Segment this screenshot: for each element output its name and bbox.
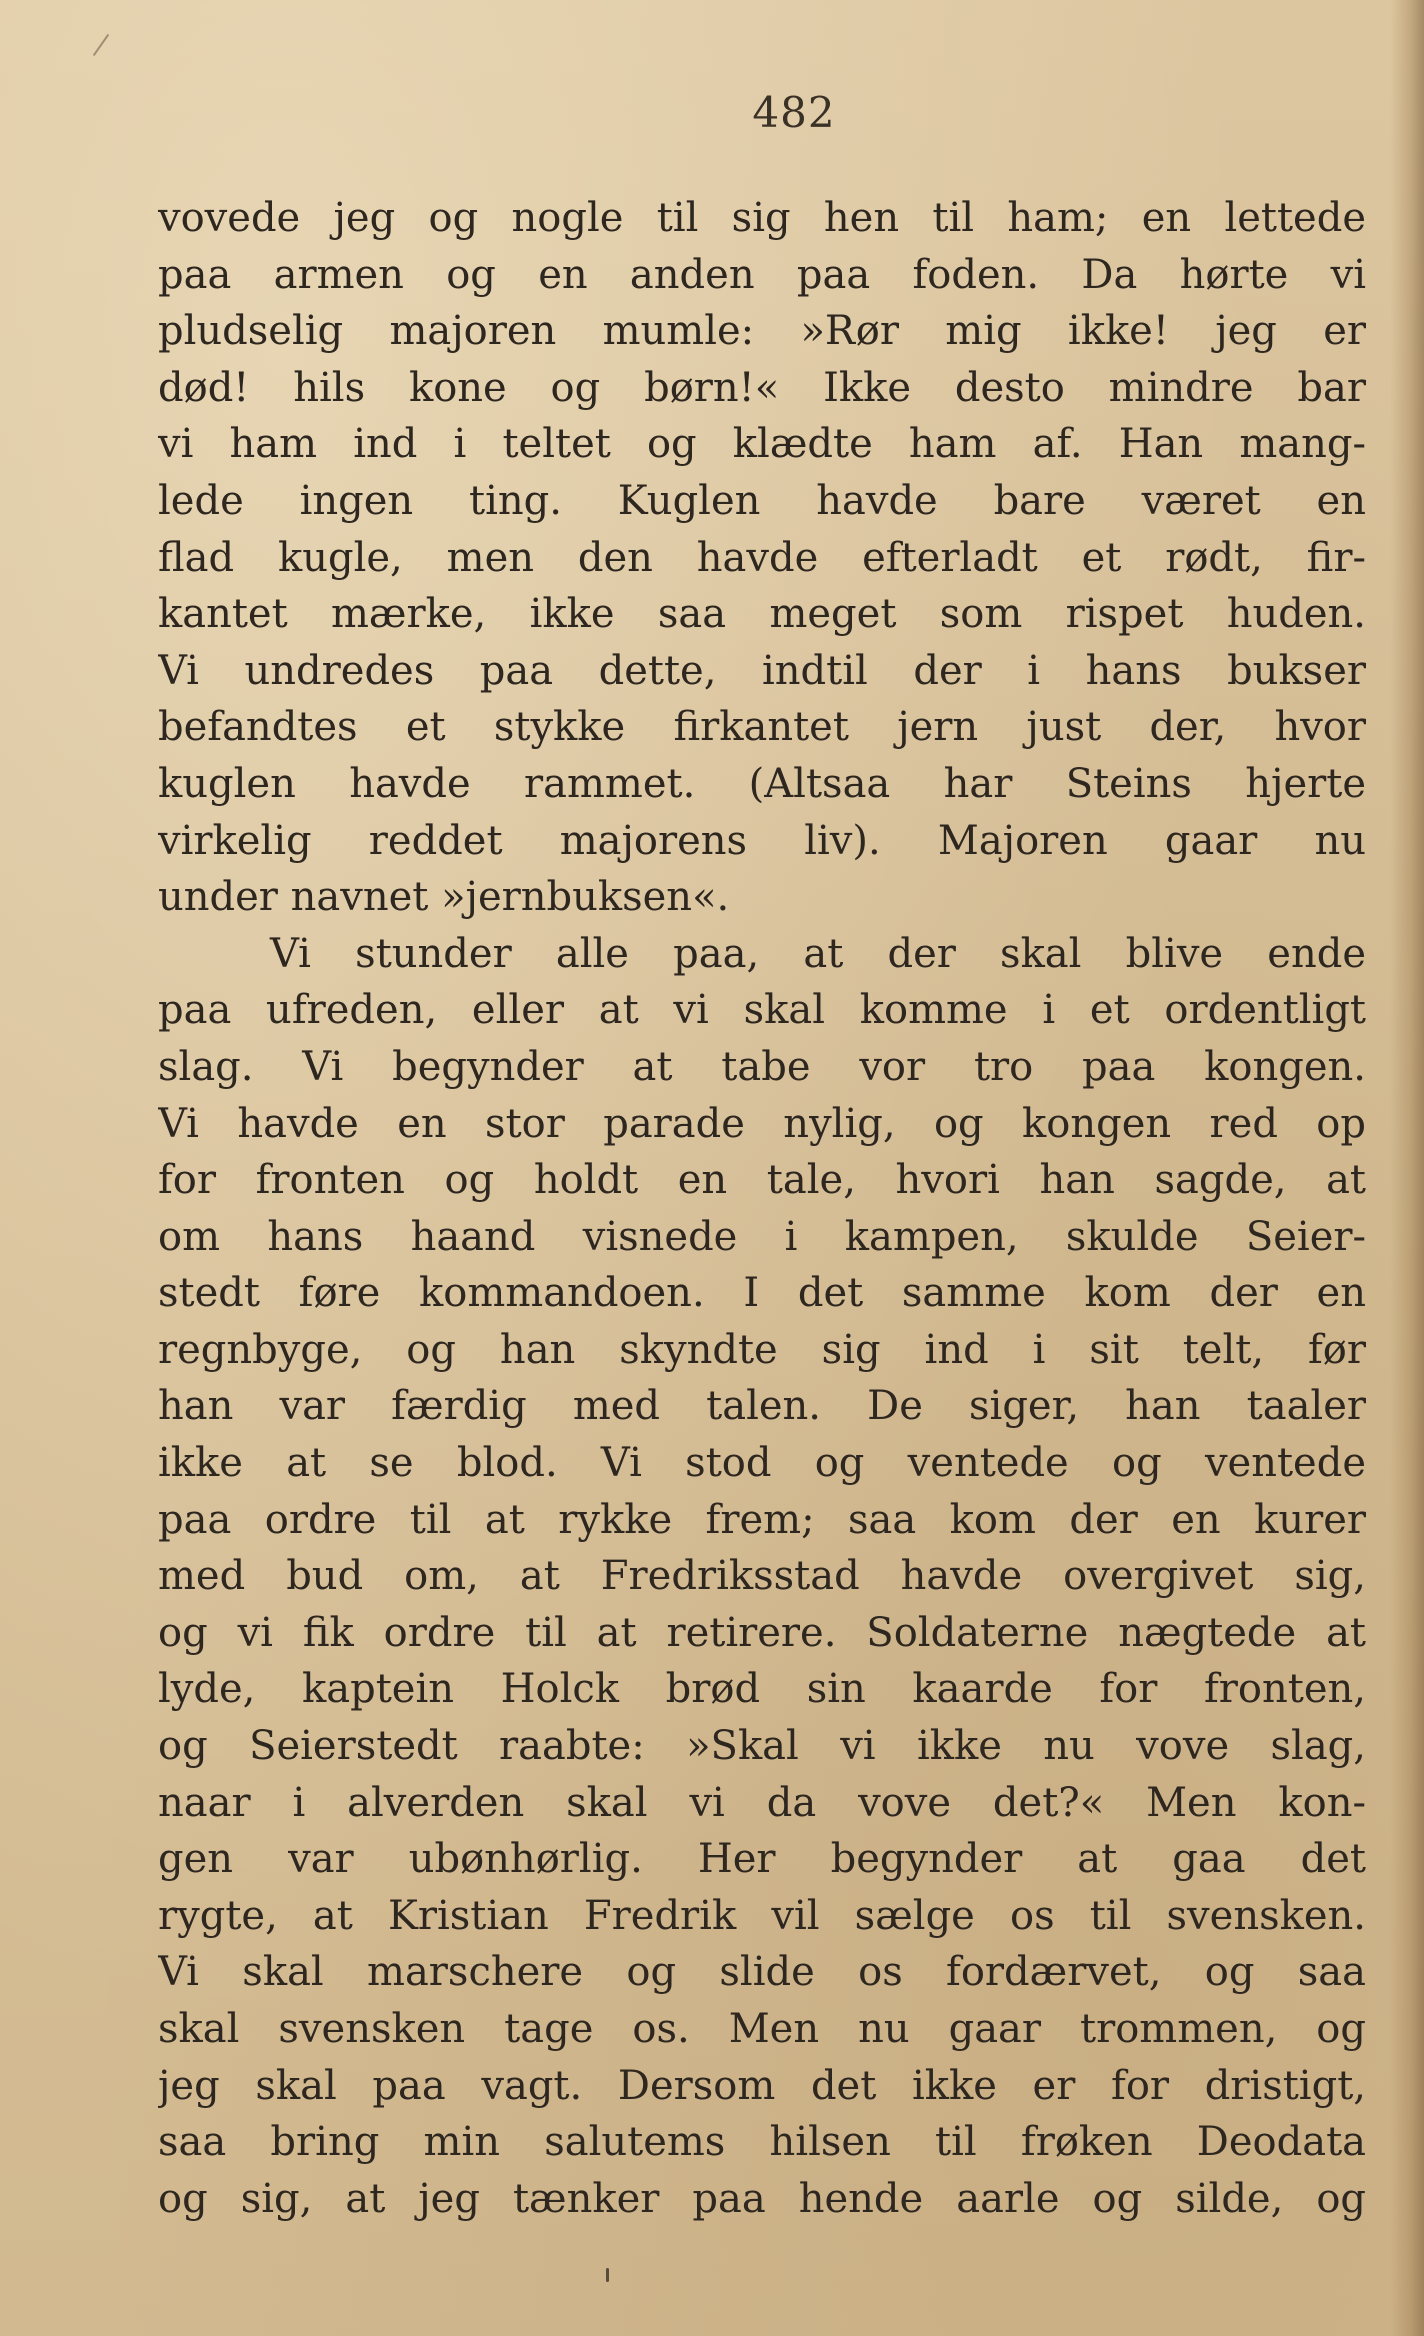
page-number: 482 xyxy=(752,88,836,137)
text-line: regnbyge, og han skyndte sig ind i sit telt, før xyxy=(158,1326,1366,1373)
text-line: under navnet »jernbuksen«. xyxy=(158,874,730,921)
text-line: flad kugle, men den havde efterladt et rødt, fir- xyxy=(158,534,1366,581)
text-line: død! hils kone og børn!« Ikke desto mindre bar xyxy=(158,364,1366,411)
text-line: paa ufreden, eller at vi skal komme i et ordentligt xyxy=(158,987,1366,1034)
text-line: skal svensken tage os. Men nu gaar trommen, og xyxy=(158,2006,1366,2052)
text-line: naar i alverden skal vi da vove det?« Men kon- xyxy=(158,1779,1366,1826)
text-line: og Seierstedt raabte: »Skal vi ikke nu vove slag, xyxy=(158,1723,1366,1770)
text-line: for fronten og holdt en tale, hvori han sagde, at xyxy=(158,1157,1366,1204)
text-line: lede ingen ting. Kuglen havde bare været en xyxy=(158,477,1366,524)
text-line: kantet mærke, ikke saa meget som rispet huden. xyxy=(158,591,1366,638)
text-line: han var færdig med talen. De siger, han taaler xyxy=(158,1383,1366,1430)
paper-speck xyxy=(93,34,110,56)
paper-speck xyxy=(606,2268,609,2282)
text-line: pludselig majoren mumle: »Rør mig ikke! jeg er xyxy=(158,308,1366,355)
text-line: virkelig reddet majorens liv). Majoren gaar nu xyxy=(158,817,1366,864)
text-line: Vi havde en stor parade nylig, og kongen red op xyxy=(158,1100,1366,1147)
text-line: befandtes et stykke firkantet jern just der, hvor xyxy=(158,704,1366,751)
text-line: om hans haand visnede i kampen, skulde Seier- xyxy=(158,1213,1366,1260)
text-line: ikke at se blod. Vi stod og ventede og ventede xyxy=(158,1440,1366,1487)
text-line: Vi undredes paa dette, indtil der i hans bukser xyxy=(158,647,1366,694)
text-line: lyde, kaptein Holck brød sin kaarde for fronten, xyxy=(158,1666,1366,1713)
text-line: vovede jeg og nogle til sig hen til ham; en lettede xyxy=(158,195,1366,241)
text-line: med bud om, at Fredriksstad havde overgivet sig, xyxy=(158,1553,1366,1600)
text-line: Vi skal marschere og slide os fordærvet, og saa xyxy=(158,1949,1366,1996)
text-line: Vi stunder alle paa, at der skal blive ende xyxy=(270,930,1366,977)
text-line: rygte, at Kristian Fredrik vil sælge os til svensken. xyxy=(158,1892,1366,1939)
body-text xyxy=(158,190,1366,2227)
text-line: og vi fik ordre til at retirere. Soldaterne nægtede at xyxy=(158,1609,1366,1656)
text-line: kuglen havde rammet. (Altsaa har Steins hjerte xyxy=(158,760,1366,807)
text-line: paa armen og en anden paa foden. Da hørte vi xyxy=(158,251,1366,298)
text-line: saa bring min salutems hilsen til frøken Deodata xyxy=(158,2119,1366,2166)
text-line: vi ham ind i teltet og klædte ham af. Han mang- xyxy=(158,421,1366,468)
text-line: jeg skal paa vagt. Dersom det ikke er for dristigt, xyxy=(158,2062,1366,2109)
text-line: og sig, at jeg tænker paa hende aarle og silde, og xyxy=(158,2175,1366,2222)
text-line: stedt føre kommandoen. I det samme kom der en xyxy=(158,1270,1366,1317)
page-edge-shadow xyxy=(1390,0,1424,2336)
text-line: gen var ubønhørlig. Her begynder at gaa det xyxy=(158,1836,1366,1883)
text-line: paa ordre til at rykke frem; saa kom der en kurer xyxy=(158,1496,1366,1543)
text-line: slag. Vi begynder at tabe vor tro paa kongen. xyxy=(158,1043,1366,1090)
